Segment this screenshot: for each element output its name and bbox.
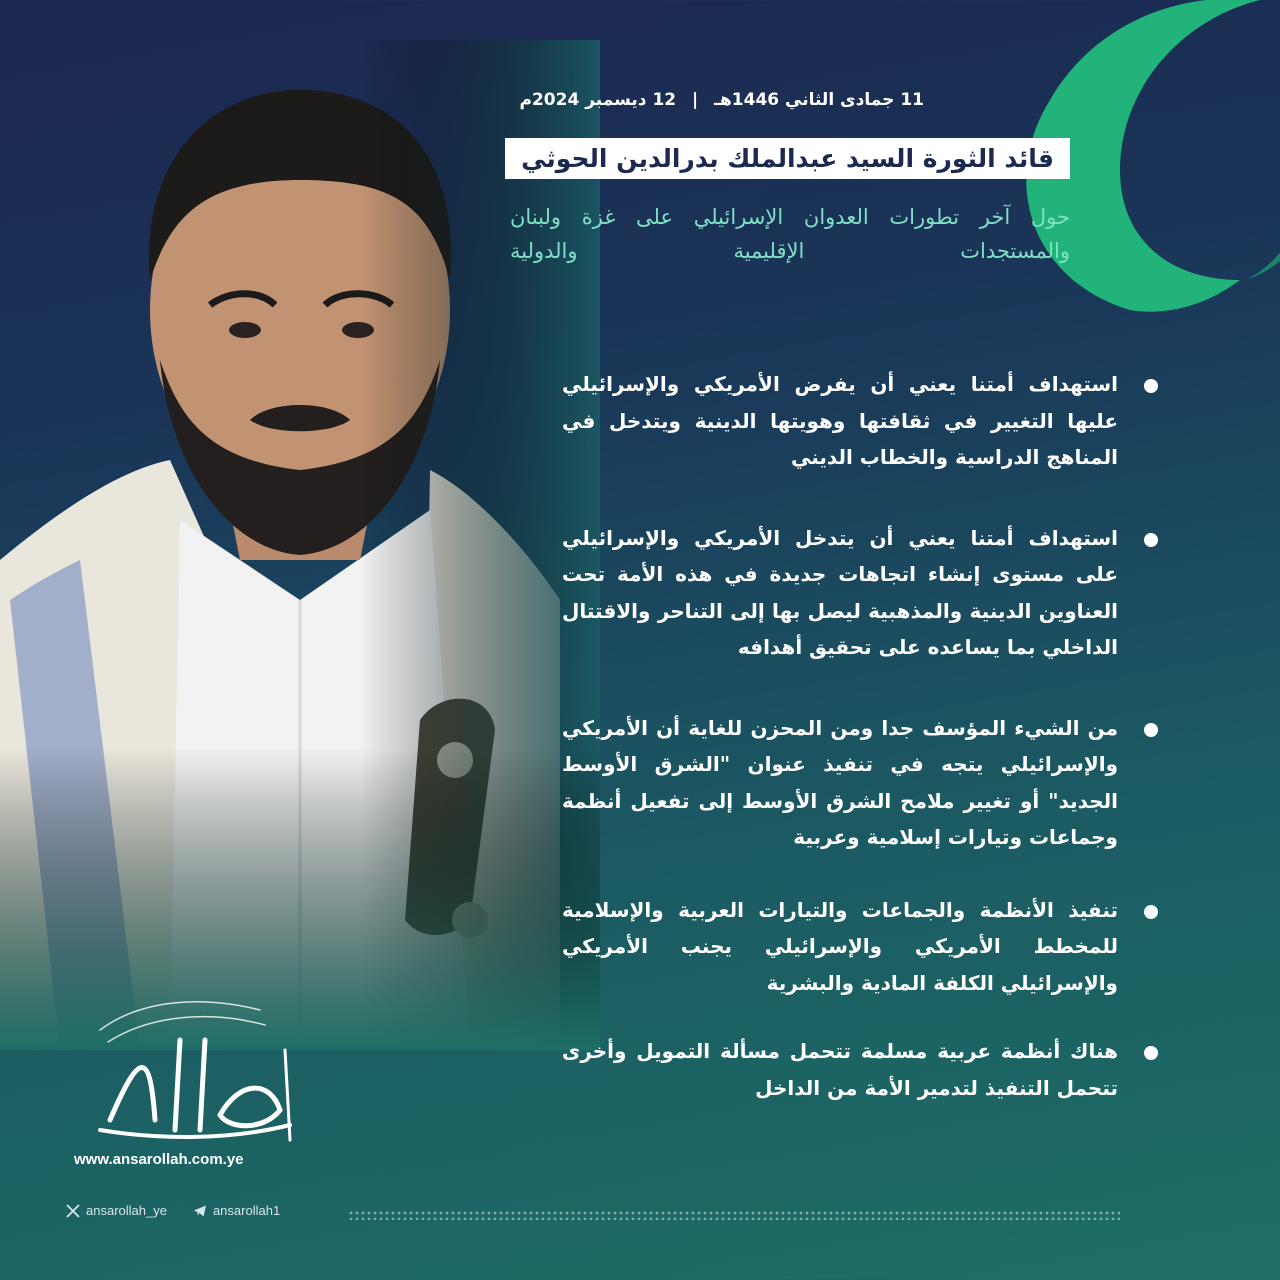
- bullet-dot-icon: [1144, 1046, 1158, 1060]
- telegram-social-link[interactable]: [193, 1203, 280, 1218]
- list-item: [562, 892, 1162, 1002]
- gregorian-date: 12 ديسمبر 2024م: [519, 90, 677, 110]
- bullet-list: [562, 366, 1162, 1150]
- telegram-icon: [193, 1204, 207, 1218]
- bullet-text: استهداف أمتنا يعني أن يفرض الأمريكي والإسرائيلي عليها التغيير في ثقافتها وهويتها الدينية ويتدخل في المناهج الدراسية والخطاب الديني: [562, 372, 1118, 469]
- x-social-link[interactable]: [66, 1203, 167, 1218]
- website-url: www.ansarollah.com.ye: [74, 1151, 244, 1168]
- bullet-text: هناك أنظمة عربية مسلمة تتحمل مسألة التمويل وأخرى تتحمل التنفيذ لتدمير الأمة من الداخل: [562, 1039, 1118, 1100]
- telegram-handle: ansarollah1: [212, 1203, 281, 1218]
- list-item: [562, 520, 1162, 666]
- social-handles: [66, 1203, 280, 1218]
- hijri-date: 11 جمادى الثاني 1446هـ: [714, 90, 924, 110]
- speaker-title: قائد الثورة السيد عبدالملك بدرالدين الحوثي: [505, 138, 1070, 179]
- speech-subtitle: حول آخر تطورات العدوان الإسرائيلي على غزة ولبنان والمستجدات الإقليمية والدولية: [510, 205, 1070, 263]
- list-item: [562, 1033, 1162, 1106]
- list-item: [562, 710, 1162, 856]
- bullet-dot-icon: [1144, 723, 1158, 737]
- bullet-dot-icon: [1144, 905, 1158, 919]
- bullet-text: تنفيذ الأنظمة والجماعات والتيارات العربية والإسلامية للمخطط الأمريكي والإسرائيلي يجنب الأمريكي والإسرائيلي الكلفة المادية والبشرية: [562, 897, 1118, 995]
- date-separator: |: [692, 90, 699, 110]
- bullet-dot-icon: [1144, 379, 1158, 393]
- date-line: [519, 90, 924, 110]
- list-item: [562, 366, 1162, 476]
- x-handle: ansarollah_ye: [86, 1203, 167, 1218]
- bullet-dot-icon: [1144, 533, 1158, 547]
- bullet-text: من الشيء المؤسف جدا ومن المحزن للغاية أن الأمريكي والإسرائيلي يتجه في تنفيذ عنوان "الشرق الأوسط الجديد" أو تغيير ملامح الشرق الأوسط إلى تفعيل أنظمة وجماعات وتيارات إسلامية وعربية: [562, 715, 1118, 849]
- bullet-text: استهداف أمتنا يعني أن يتدخل الأمريكي والإسرائيلي على مستوى إنشاء اتجاهات جديدة في هذه الأمة تحت العناوين الدينية والمذهبية ليصل بها إلى التناحر والاقتتال الداخلي بما يساعده على تحقيق أهدافه: [562, 525, 1118, 659]
- dotted-divider: [348, 1210, 1120, 1220]
- x-icon: [66, 1204, 80, 1218]
- leader-portrait: [0, 40, 600, 1050]
- ansarollah-logo: [80, 990, 300, 1150]
